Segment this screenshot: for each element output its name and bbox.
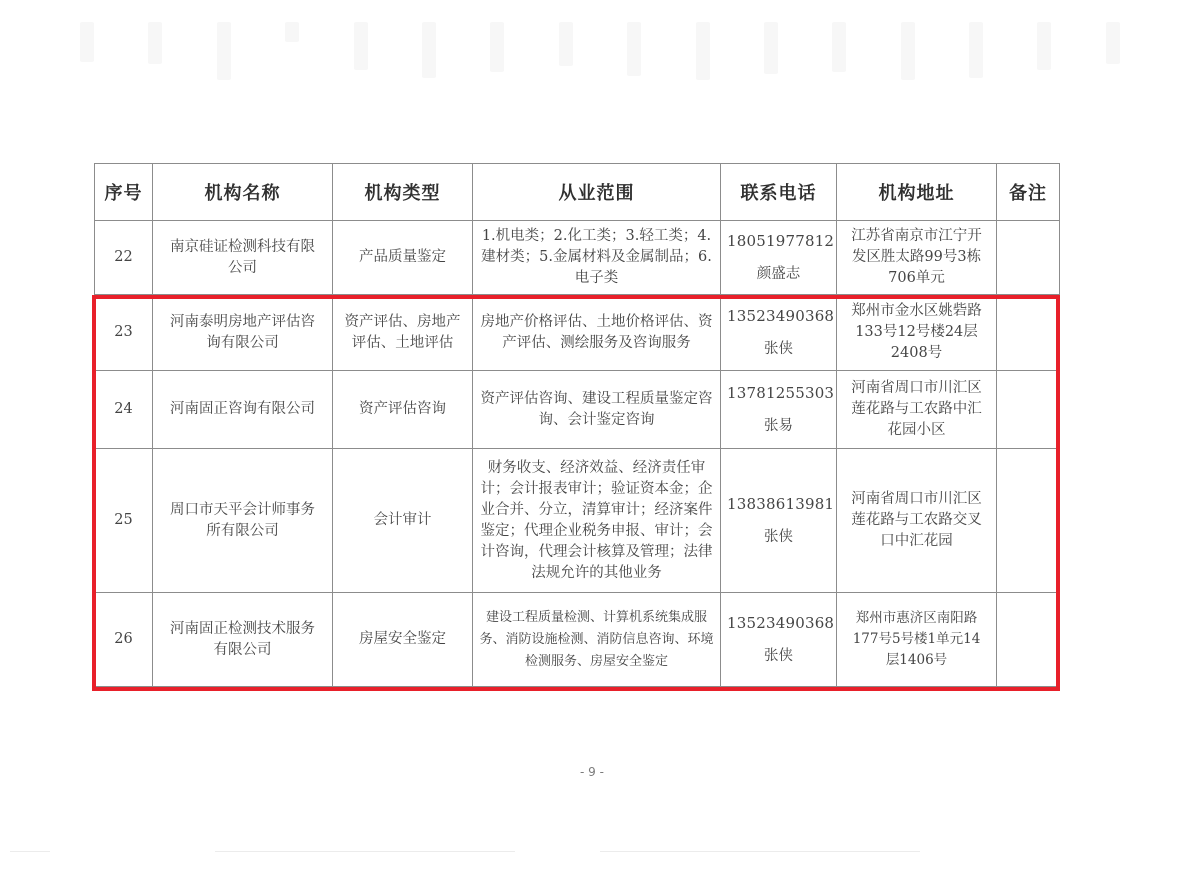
contact-phone: 13523490368 (727, 306, 835, 325)
cell-remarks (997, 449, 1060, 593)
page-number: - 9 - (580, 765, 604, 779)
cell-org-name: 河南固正咨询有限公司 (153, 371, 333, 449)
cell-org-type: 会计审计 (333, 449, 473, 593)
contact-phone: 18051977812 (727, 231, 835, 250)
cell-business-scope: 房地产价格评估、土地价格评估、资产评估、测绘服务及咨询服务 (473, 295, 721, 371)
cell-serial-no: 22 (95, 221, 153, 295)
cell-business-scope: 资产评估咨询、建设工程质量鉴定咨询、会计鉴定咨询 (473, 371, 721, 449)
cell-business-scope: 建设工程质量检测、计算机系统集成服务、消防设施检测、消防信息咨询、环境检测服务、房屋安全鉴定 (473, 593, 721, 687)
cell-serial-no: 24 (95, 371, 153, 449)
contact-phone: 13781255303 (727, 383, 835, 402)
contact-phone: 13838613981 (727, 494, 835, 513)
table-row (95, 221, 1060, 295)
header-contact-phone: 联系电话 (721, 164, 837, 221)
header-org-name: 机构名称 (153, 164, 333, 221)
institution-table (94, 163, 1060, 687)
header-org-address: 机构地址 (837, 164, 997, 221)
cell-org-address: 江苏省南京市江宁开发区胜太路99号3栋706单元 (837, 221, 997, 295)
cell-serial-no: 25 (95, 449, 153, 593)
contact-person: 颜盛志 (756, 265, 801, 282)
contact-phone: 13523490368 (727, 613, 835, 632)
faded-page-heading (80, 22, 1120, 82)
cell-contact (721, 449, 837, 593)
table-row (95, 371, 1060, 449)
cell-contact (721, 371, 837, 449)
cell-org-type: 产品质量鉴定 (333, 221, 473, 295)
table-header-row (95, 164, 1060, 221)
header-org-type: 机构类型 (333, 164, 473, 221)
cell-serial-no: 23 (95, 295, 153, 371)
cell-remarks (997, 221, 1060, 295)
header-business-scope: 从业范围 (473, 164, 721, 221)
table-row (95, 593, 1060, 687)
contact-person: 张易 (764, 417, 793, 434)
cell-org-type: 房屋安全鉴定 (333, 593, 473, 687)
cell-org-name: 南京硅证检测科技有限公司 (153, 221, 333, 295)
table-row (95, 295, 1060, 371)
scan-artifact-line (600, 851, 920, 852)
scan-artifact-line (10, 851, 50, 852)
cell-contact (721, 221, 837, 295)
cell-org-address: 郑州市惠济区南阳路177号5号楼1单元14层1406号 (837, 593, 997, 687)
cell-org-name: 周口市天平会计师事务所有限公司 (153, 449, 333, 593)
cell-org-address: 河南省周口市川汇区莲花路与工农路中汇花园小区 (837, 371, 997, 449)
cell-org-type: 资产评估咨询 (333, 371, 473, 449)
cell-contact (721, 593, 837, 687)
contact-person: 张侠 (764, 340, 793, 357)
cell-remarks (997, 371, 1060, 449)
cell-org-name: 河南泰明房地产评估咨询有限公司 (153, 295, 333, 371)
cell-serial-no: 26 (95, 593, 153, 687)
cell-remarks (997, 593, 1060, 687)
cell-org-address: 河南省周口市川汇区莲花路与工农路交叉口中汇花园 (837, 449, 997, 593)
cell-business-scope: 财务收支、经济效益、经济责任审计；会计报表审计；验证资本金；企业合并、分立，清算审计；经济案件鉴定；代理企业税务申报、审计；会计咨询，代理会计核算及管理；法律法规允许的其他业务 (473, 449, 721, 593)
contact-person: 张侠 (764, 647, 793, 664)
scan-artifact-line (215, 851, 515, 852)
header-serial-no: 序号 (95, 164, 153, 221)
cell-remarks (997, 295, 1060, 371)
cell-org-type: 资产评估、房地产评估、土地评估 (333, 295, 473, 371)
cell-org-name: 河南固正检测技术服务有限公司 (153, 593, 333, 687)
cell-business-scope: 1.机电类；2.化工类；3.轻工类；4.建材类；5.金属材料及金属制品；6.电子类 (473, 221, 721, 295)
cell-org-address: 郑州市金水区姚砦路133号12号楼24层2408号 (837, 295, 997, 371)
cell-contact (721, 295, 837, 371)
table-row (95, 449, 1060, 593)
header-remarks: 备注 (997, 164, 1060, 221)
contact-person: 张侠 (764, 528, 793, 545)
